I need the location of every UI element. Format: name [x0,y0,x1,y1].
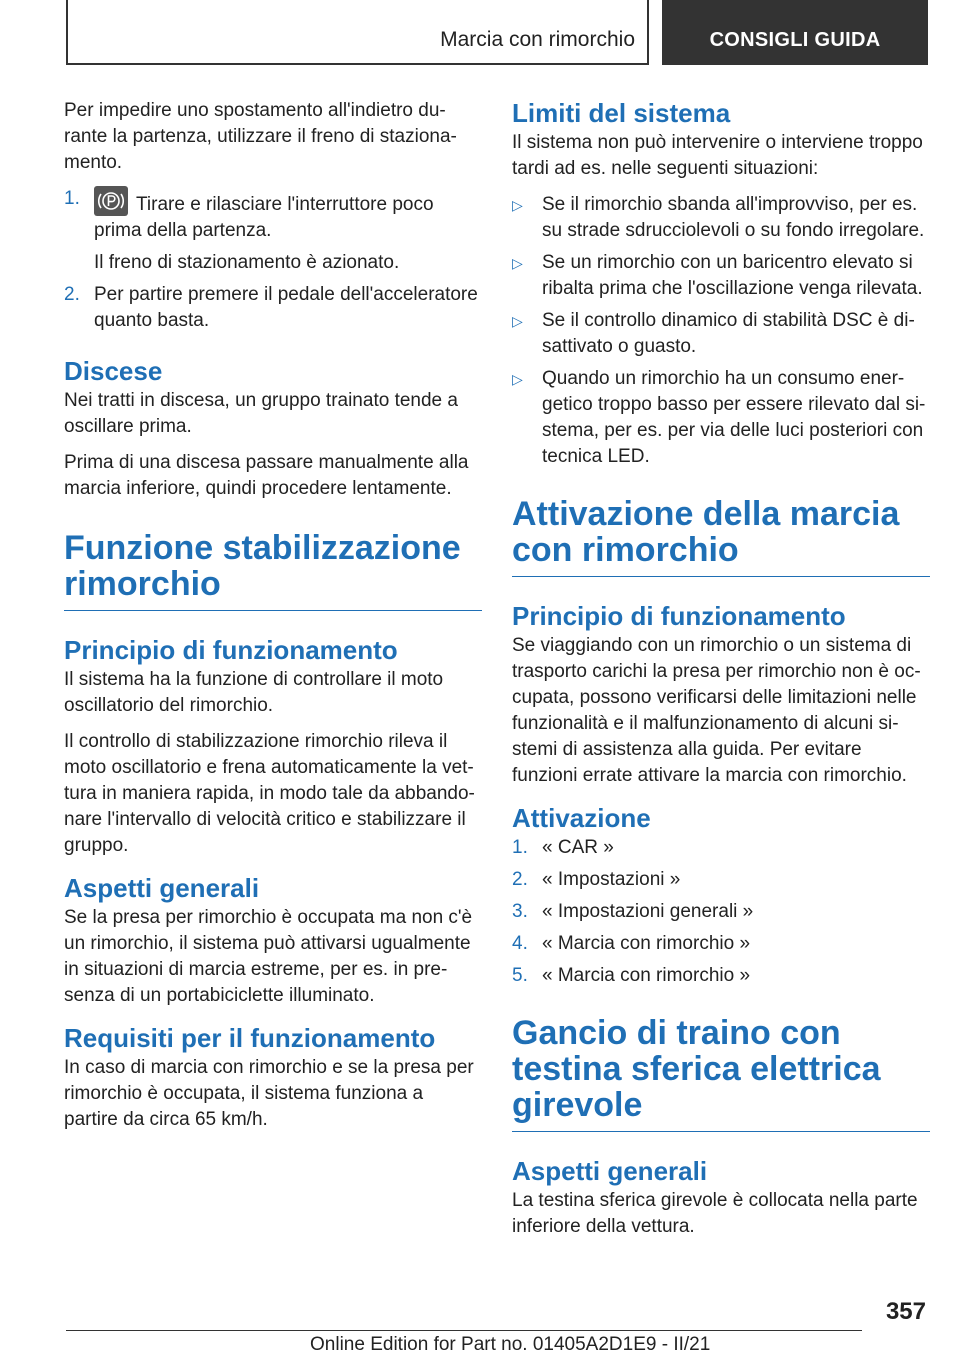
triangle-right-icon: ▷ [512,313,523,329]
step-text: Per partire premere il pedale dell'acceleratore quanto basta. [94,284,478,331]
list-item [512,192,930,244]
limiti-list [512,192,930,470]
right-column [512,98,930,1250]
header-title-box [66,0,649,65]
requisiti-paragraph: In caso di marcia con rimorchio e se la presa per rimorchio è occupata, il sistema funziona a partire da circa 65 km/h. [64,1057,474,1130]
aspetti-paragraph: Se la presa per rimorchio è occupata ma non c'è un rimorchio, il sistema può attivarsi ugualmente in situazioni di marcia estreme, per es. in pre- senza di un portabiciclette illuminato. [64,907,473,1006]
discese-paragraph-2: Prima di una discesa passare manualmente alla marcia inferiore, quindi procedere lentamente. [64,452,469,499]
step-number: 1. [512,837,528,858]
step-text: « Marcia con rimorchio » [542,965,751,986]
principio-paragraph-1: Il sistema ha la funzione di controllare il moto oscillatorio del rimorchio. [64,669,444,716]
list-item [512,867,930,893]
list-item [512,899,930,925]
page-number: 357 [885,1298,926,1325]
brake-steps [64,186,482,334]
attivazione-steps [512,835,930,989]
page-header [66,0,928,65]
discese-paragraph-1: Nei tratti in discesa, un gruppo trainato tende a oscillare prima. [64,390,458,437]
footer-edition: Online Edition for Part no. 01405A2D1E9 - II/21 [310,1334,711,1355]
list-item [512,250,930,302]
header-section-box [662,0,928,65]
heading-limiti: Limiti del sistema [512,98,731,128]
aspetti-right-paragraph: La testina sferica girevole è collocata nella parte inferiore della vettura. [512,1190,918,1237]
step-text: « CAR » [542,837,614,858]
list-item [64,282,482,334]
step-number: 4. [512,933,528,954]
step-text: « Impostazioni generali » [542,901,754,922]
triangle-right-icon: ▷ [512,197,523,213]
heading-requisiti: Requisiti per il funzionamento [64,1023,436,1053]
step-subtext: Il freno di stazionamento è azionato. [94,252,400,273]
header-title: Marcia con rimorchio [440,28,635,51]
step-text: « Marcia con rimorchio » [542,933,751,954]
principio-right-paragraph: Se viaggiando con un rimorchio o un sistema di trasporto carichi la presa per rimorchio non è oc- cupata, possono verificarsi delle limitazioni nelle funzionalità e il malfunzionamento di alcuni si- stemi di assistenza alla guida. Per evitare funzioni errate attivare la marcia con rimorchio. [512,635,921,786]
step-number: 3. [512,901,528,922]
list-item [512,931,930,957]
step-number: 1. [64,188,80,209]
list-item [512,366,930,470]
step-text: Tirare e rilasciare l'interruttore poco prima della partenza. [94,194,434,241]
list-item [512,963,930,989]
limiti-paragraph: Il sistema non può intervenire o interviene troppo tardi ad es. nelle seguenti situazioni: [512,132,923,179]
bullet-text: Se il rimorchio sbanda all'improvviso, per es. su strade sdrucciolevoli o su fondo irregolare. [542,194,925,241]
triangle-right-icon: ▷ [512,371,523,387]
footer-divider [66,1330,862,1331]
heading-discese: Discese [64,356,163,386]
principio-paragraph-2: Il controllo di stabilizzazione rimorchio rileva il moto oscillatorio e frena automaticamente la vet- tura in maniera rapida, in modo tale da abbando- nare l'intervallo di velocità critico e stabilizzare il gruppo. [64,731,475,856]
heading-aspetti-generali: Aspetti generali [64,873,260,903]
left-column [64,98,482,1143]
heading-aspetti-right: Aspetti generali [512,1156,708,1186]
heading-funzione-stabilizzazione: Funzione stabilizzazione rimorchio [64,530,482,611]
list-item [512,308,930,360]
bullet-text: Quando un rimorchio ha un consumo ener- getico troppo basso per essere rilevato dal si- stema, per es. per via delle luci posteriori con tecnica LED. [542,368,926,467]
heading-principio-right: Principio di funzionamento [512,601,846,631]
list-item [64,186,482,276]
bullet-text: Se il controllo dinamico di stabilità DSC è di- sattivato o guasto. [542,310,915,357]
step-text: « Impostazioni » [542,869,681,890]
heading-attivazione: Attivazione [512,803,651,833]
list-item [512,835,930,861]
step-number: 2. [512,869,528,890]
triangle-right-icon: ▷ [512,255,523,271]
heading-attivazione-marcia: Attivazione della marcia con rimorchio [512,496,930,577]
step-number: 5. [512,965,528,986]
heading-principio: Principio di funzionamento [64,635,398,665]
heading-gancio-traino: Gancio di traino con testina sferica elettrica girevole [512,1015,930,1132]
bullet-text: Se un rimorchio con un baricentro elevato si ribalta prima che l'oscillazione venga rilevata. [542,252,923,299]
step-number: 2. [64,284,80,305]
header-section: CONSIGLI GUIDA [709,29,881,51]
parking-brake-icon [94,186,128,216]
intro-paragraph: Per impedire uno spostamento all'indietro du- rante la partenza, utilizzare il freno di staziona- mento. [64,100,457,173]
